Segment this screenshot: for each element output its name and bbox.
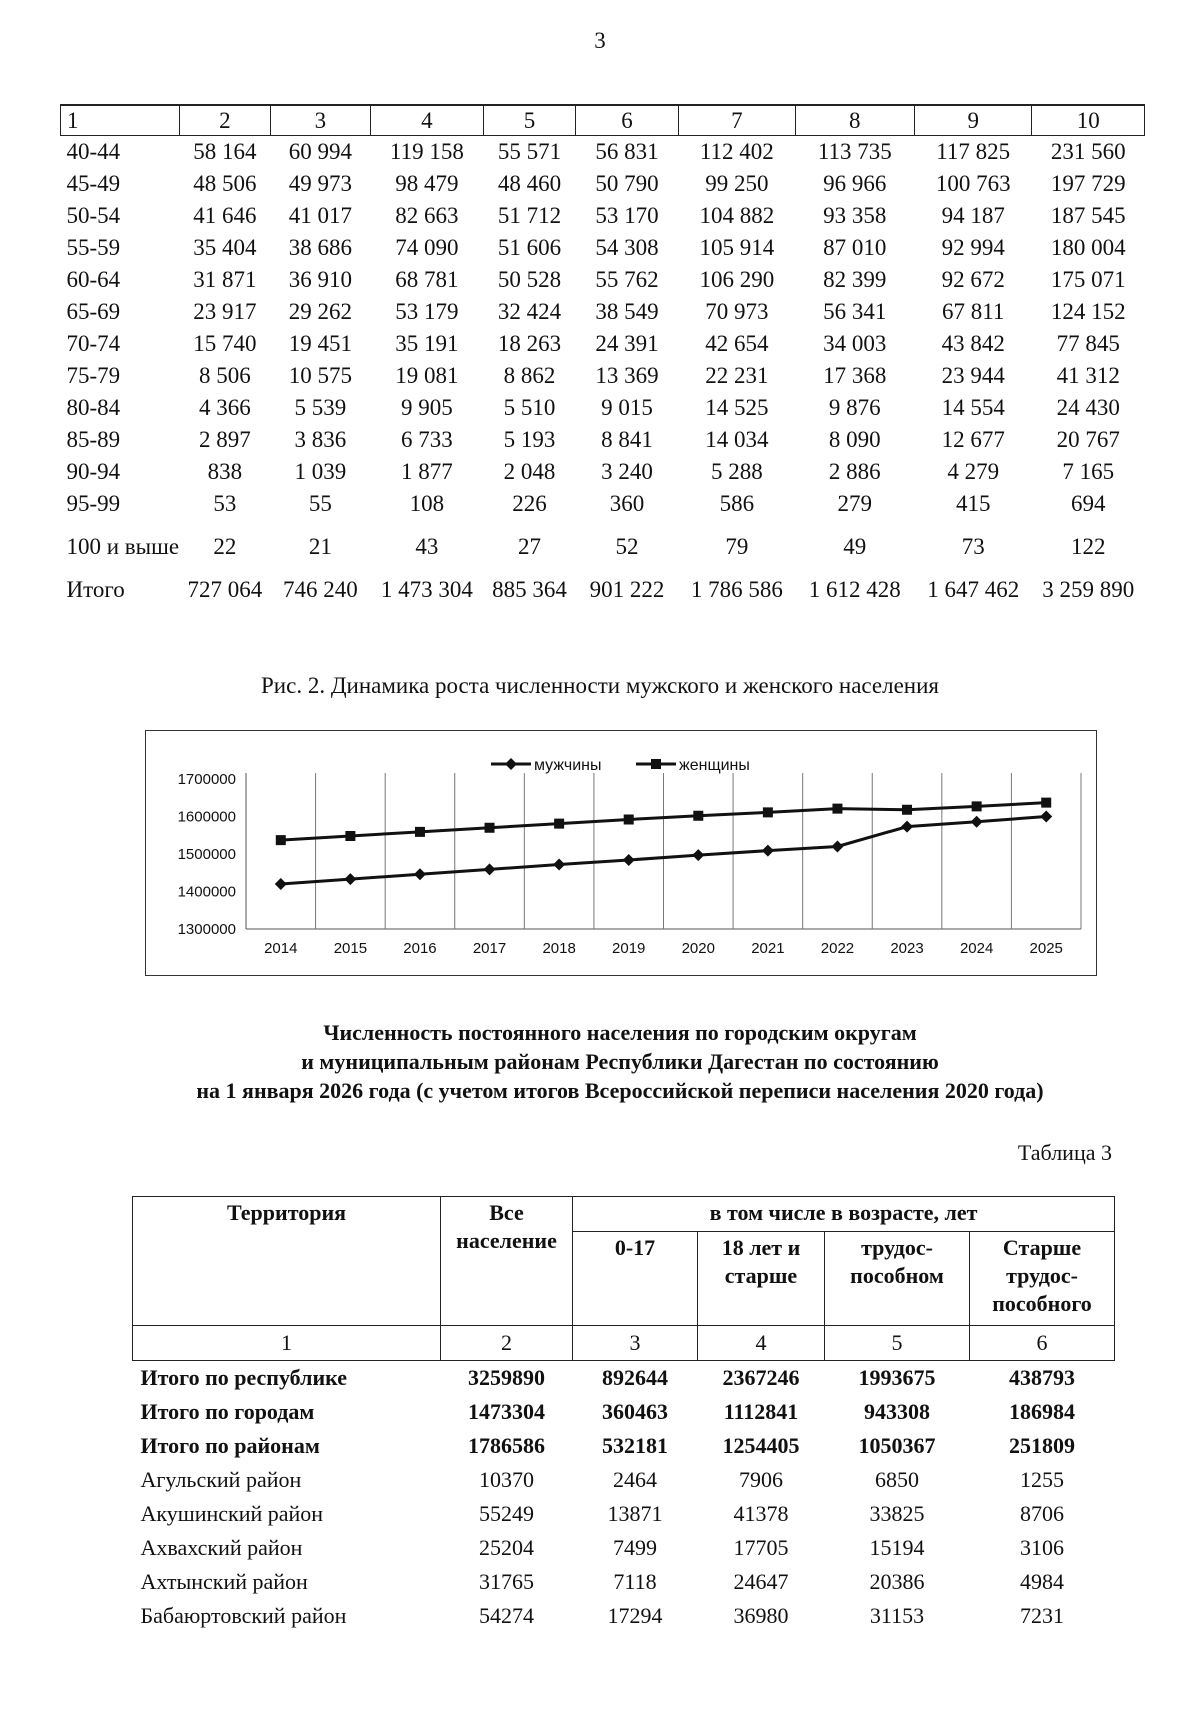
territory-cell: Итого по районам — [140, 1433, 320, 1458]
chart-canvas — [146, 731, 1096, 975]
value-cell: 43 — [415, 534, 439, 559]
value-cell: 52 — [615, 534, 639, 559]
value-cell: 122 — [1070, 534, 1106, 559]
population-line-chart — [145, 730, 1097, 976]
column-number: 2 — [441, 1326, 573, 1361]
value-cell: 9 905 — [401, 395, 453, 420]
district-table-body — [133, 1361, 1115, 1634]
title-line: Численность постоянного населения по городским округам — [323, 1020, 917, 1045]
value-cell: 33825 — [869, 1501, 925, 1526]
value-cell: 17294 — [607, 1603, 663, 1628]
header-0-17: 0-17 — [573, 1232, 698, 1326]
y-tick-label: 1300000 — [177, 921, 236, 938]
value-cell: 15194 — [869, 1535, 925, 1560]
page-number: 3 — [594, 28, 606, 53]
value-cell: 1 647 462 — [927, 577, 1020, 602]
value-cell: 13871 — [607, 1501, 663, 1526]
value-cell: 55 571 — [497, 139, 562, 164]
age-table-col-header: 6 — [575, 105, 678, 136]
value-cell: 24 430 — [1056, 395, 1120, 420]
value-cell: 92 994 — [941, 235, 1005, 260]
value-cell: 279 — [837, 491, 873, 516]
data-point-мужчины — [762, 845, 774, 857]
value-cell: 53 170 — [595, 203, 659, 228]
y-tick-label: 1600000 — [177, 808, 236, 826]
value-cell: 100 763 — [935, 171, 1011, 196]
value-cell: 6850 — [875, 1467, 919, 1492]
value-cell: 18 263 — [497, 331, 562, 356]
age-table-row — [61, 296, 1145, 328]
data-point-женщины — [415, 827, 425, 837]
value-cell: 4984 — [1020, 1569, 1065, 1594]
value-cell: 104 882 — [699, 203, 775, 228]
data-point-женщины — [554, 819, 564, 829]
value-cell: 20 767 — [1056, 427, 1120, 452]
value-cell: 14 525 — [705, 395, 769, 420]
value-cell: 43 842 — [941, 331, 1005, 356]
value-cell: 9 015 — [601, 395, 653, 420]
value-cell: 23 944 — [941, 363, 1005, 388]
value-cell: 694 — [1070, 491, 1106, 516]
value-cell: 1 877 — [401, 459, 453, 484]
data-point-женщины — [763, 807, 773, 817]
value-cell: 41 312 — [1056, 363, 1120, 388]
value-cell: 56 831 — [595, 139, 659, 164]
value-cell: 36980 — [733, 1603, 789, 1628]
value-cell: 9 876 — [828, 395, 881, 420]
value-cell: 50 790 — [595, 171, 659, 196]
age-group-cell: 50-54 — [66, 203, 121, 228]
value-cell: 54274 — [479, 1603, 534, 1628]
value-cell: 49 — [843, 534, 867, 559]
age-table-row — [61, 232, 1145, 264]
data-point-женщины — [624, 815, 634, 825]
data-point-мужчины — [1040, 811, 1052, 823]
value-cell: 87 010 — [823, 235, 887, 260]
value-cell: 8 862 — [503, 363, 556, 388]
age-table-row — [61, 392, 1145, 424]
age-table-row — [61, 328, 1145, 360]
value-cell: 53 — [213, 491, 237, 516]
value-cell: 36 910 — [288, 267, 353, 292]
value-cell: 48 460 — [497, 171, 562, 196]
value-cell: 55249 — [479, 1501, 534, 1526]
value-cell: 3259890 — [468, 1365, 545, 1390]
value-cell: 56 341 — [823, 299, 887, 324]
value-cell: 58 164 — [193, 139, 257, 164]
value-cell: 67 811 — [941, 299, 1005, 324]
age-table-row — [61, 264, 1145, 296]
value-cell: 175 071 — [1050, 267, 1126, 292]
value-cell: 7499 — [613, 1535, 657, 1560]
x-tick-label: 2021 — [751, 940, 785, 957]
value-cell: 3 836 — [294, 427, 347, 452]
district-row — [133, 1531, 1115, 1565]
value-cell: 25204 — [479, 1535, 534, 1560]
age-table-col-header: 8 — [795, 105, 914, 136]
value-cell: 4 366 — [198, 395, 251, 420]
value-cell: 187 545 — [1050, 203, 1126, 228]
value-cell: 82 399 — [823, 267, 887, 292]
value-cell: 53 179 — [395, 299, 459, 324]
value-cell: 1993675 — [858, 1365, 936, 1390]
figure-caption: Рис. 2. Динамика роста численности мужского и женского населения — [261, 673, 939, 698]
value-cell: 74 090 — [395, 235, 459, 260]
column-number: 1 — [133, 1326, 441, 1361]
header-older-than-working: Старше трудос-пособного — [970, 1232, 1115, 1326]
territory-cell: Итого по республике — [140, 1365, 348, 1390]
value-cell: 3 259 890 — [1042, 577, 1135, 602]
age-table-body — [61, 136, 1145, 607]
value-cell: 251809 — [1009, 1433, 1076, 1458]
value-cell: 24647 — [733, 1569, 789, 1594]
territory-cell: Бабаюртовский район — [140, 1603, 347, 1628]
value-cell: 2464 — [613, 1467, 657, 1492]
legend-label: мужчины — [534, 757, 602, 774]
value-cell: 19 451 — [288, 331, 353, 356]
value-cell: 23 917 — [193, 299, 257, 324]
value-cell: 3106 — [1020, 1535, 1065, 1560]
value-cell: 2 897 — [198, 427, 251, 452]
value-cell: 29 262 — [288, 299, 353, 324]
y-tick-label: 1400000 — [177, 883, 236, 901]
value-cell: 231 560 — [1050, 139, 1126, 164]
x-tick-label: 2025 — [1029, 940, 1063, 957]
value-cell: 180 004 — [1050, 235, 1126, 260]
age-table-row — [61, 488, 1145, 520]
legend-marker — [505, 758, 517, 770]
data-point-мужчины — [971, 816, 983, 828]
value-cell: 226 — [512, 491, 547, 516]
territory-cell: Ахтынский район — [140, 1569, 308, 1594]
data-point-мужчины — [553, 859, 565, 871]
x-tick-label: 2017 — [472, 940, 507, 957]
value-cell: 60 994 — [288, 139, 353, 164]
x-tick-label: 2023 — [890, 940, 924, 957]
value-cell: 124 152 — [1050, 299, 1126, 324]
age-group-cell: 100 и выше — [66, 534, 180, 559]
age-group-cell: 60-64 — [66, 267, 121, 292]
value-cell: 119 158 — [389, 139, 464, 164]
age-table-col-header: 5 — [484, 105, 576, 136]
age-table-row — [61, 574, 1145, 606]
value-cell: 3 240 — [601, 459, 653, 484]
age-group-cell: 75-79 — [66, 363, 121, 388]
value-cell: 96 966 — [823, 171, 887, 196]
territory-cell: Агульский район — [140, 1467, 302, 1492]
value-cell: 943308 — [864, 1399, 930, 1424]
value-cell: 438793 — [1009, 1365, 1076, 1390]
header-age-group: в том числе в возрасте, лет — [573, 1197, 1115, 1232]
value-cell: 6 733 — [401, 427, 453, 452]
x-tick-label: 2024 — [959, 940, 994, 957]
column-number: 4 — [698, 1326, 825, 1361]
territory-cell: Итого по городам — [140, 1399, 315, 1424]
value-cell: 10 575 — [288, 363, 353, 388]
value-cell: 8706 — [1020, 1501, 1065, 1526]
value-cell: 885 364 — [492, 577, 567, 602]
value-cell: 98 479 — [395, 171, 459, 196]
value-cell: 1254405 — [722, 1433, 800, 1458]
value-cell: 197 729 — [1050, 171, 1126, 196]
value-cell: 13 369 — [595, 363, 659, 388]
value-cell: 41378 — [733, 1501, 789, 1526]
legend-marker — [651, 759, 661, 769]
column-number: 5 — [825, 1326, 970, 1361]
district-row — [133, 1565, 1115, 1599]
age-table-row — [61, 520, 1145, 574]
value-cell: 38 686 — [288, 235, 353, 260]
value-cell: 70 973 — [705, 299, 769, 324]
column-number: 3 — [573, 1326, 698, 1361]
data-point-мужчины — [901, 821, 913, 833]
value-cell: 14 554 — [941, 395, 1005, 420]
value-cell: 5 193 — [503, 427, 556, 452]
value-cell: 1 612 428 — [808, 577, 901, 602]
age-group-cell: 55-59 — [66, 235, 121, 260]
value-cell: 31765 — [479, 1569, 534, 1594]
age-table-row — [61, 200, 1145, 232]
district-row — [133, 1599, 1115, 1633]
age-population-table — [60, 104, 1145, 606]
age-table-col-header: 10 — [1032, 105, 1145, 136]
value-cell: 42 654 — [705, 331, 769, 356]
value-cell: 8 841 — [601, 427, 653, 452]
value-cell: 32 424 — [497, 299, 562, 324]
title-line: и муниципальным районам Республики Дагестан по состоянию — [301, 1049, 939, 1074]
value-cell: 15 740 — [193, 331, 257, 356]
value-cell: 1 039 — [294, 459, 347, 484]
data-point-женщины — [972, 801, 982, 811]
x-tick-label: 2018 — [542, 940, 576, 957]
header-working-age: трудос-пособном — [825, 1232, 970, 1326]
value-cell: 7231 — [1020, 1603, 1065, 1628]
value-cell: 8 090 — [828, 427, 881, 452]
value-cell: 5 288 — [710, 459, 763, 484]
value-cell: 727 064 — [187, 577, 263, 602]
value-cell: 34 003 — [823, 331, 887, 356]
value-cell: 92 672 — [941, 267, 1005, 292]
value-cell: 113 735 — [817, 139, 892, 164]
value-cell: 54 308 — [595, 235, 659, 260]
value-cell: 73 — [961, 534, 985, 559]
value-cell: 41 646 — [193, 203, 257, 228]
value-cell: 360 — [609, 491, 645, 516]
district-row — [133, 1463, 1115, 1497]
data-point-мужчины — [275, 878, 287, 890]
value-cell: 586 — [719, 491, 755, 516]
value-cell: 532181 — [602, 1433, 668, 1458]
age-table-row — [61, 360, 1145, 392]
value-cell: 4 279 — [947, 459, 1000, 484]
value-cell: 99 250 — [705, 171, 769, 196]
value-cell: 50 528 — [497, 267, 562, 292]
y-tick-label: 1500000 — [177, 846, 236, 863]
value-cell: 14 034 — [705, 427, 769, 452]
total-row — [133, 1361, 1115, 1396]
age-table-row — [61, 136, 1145, 169]
value-cell: 41 017 — [288, 203, 353, 228]
value-cell: 186984 — [1009, 1399, 1076, 1424]
value-cell: 2367246 — [722, 1365, 800, 1390]
value-cell: 1 786 586 — [690, 577, 783, 602]
value-cell: 108 — [409, 491, 445, 516]
age-group-cell: 70-74 — [66, 331, 121, 356]
value-cell: 17705 — [733, 1535, 789, 1560]
header-total: Все население — [441, 1197, 573, 1326]
value-cell: 415 — [955, 491, 991, 516]
age-group-cell: 85-89 — [66, 427, 121, 452]
header-territory: Территория — [133, 1197, 441, 1326]
x-tick-label: 2015 — [333, 940, 368, 957]
value-cell: 112 402 — [699, 139, 774, 164]
value-cell: 20386 — [869, 1569, 925, 1594]
column-number-row — [133, 1326, 1115, 1361]
age-table-col-header: 7 — [679, 105, 795, 136]
total-row — [133, 1429, 1115, 1463]
x-tick-label: 2016 — [403, 940, 437, 957]
value-cell: 2 048 — [503, 459, 556, 484]
value-cell: 1255 — [1020, 1467, 1065, 1492]
age-table-col-header: 1 — [61, 105, 180, 136]
y-tick-label: 1700000 — [177, 771, 236, 788]
age-group-cell: 80-84 — [66, 395, 121, 420]
value-cell: 94 187 — [941, 203, 1005, 228]
value-cell: 117 825 — [936, 139, 1011, 164]
data-point-женщины — [345, 831, 355, 841]
table-title — [0, 1018, 1200, 1105]
legend-label: женщины — [679, 757, 750, 774]
value-cell: 82 663 — [395, 203, 459, 228]
value-cell: 7906 — [739, 1467, 783, 1492]
value-cell: 892644 — [602, 1365, 668, 1390]
value-cell: 10370 — [479, 1467, 534, 1492]
district-row — [133, 1497, 1115, 1531]
value-cell: 68 781 — [395, 267, 459, 292]
data-point-женщины — [902, 805, 912, 815]
table-label: Таблица 3 — [1017, 1140, 1112, 1165]
age-table-row — [61, 424, 1145, 456]
x-tick-label: 2022 — [820, 940, 855, 957]
value-cell: 360463 — [602, 1399, 668, 1424]
data-point-мужчины — [484, 863, 496, 875]
data-point-женщины — [485, 823, 495, 833]
value-cell: 22 — [213, 534, 237, 559]
value-cell: 105 914 — [699, 235, 775, 260]
value-cell: 51 606 — [497, 235, 562, 260]
value-cell: 19 081 — [395, 363, 459, 388]
total-row — [133, 1395, 1115, 1429]
x-tick-label: 2014 — [264, 940, 298, 957]
age-group-cell: 90-94 — [66, 459, 121, 484]
age-table-col-header: 9 — [914, 105, 1031, 136]
value-cell: 79 — [725, 534, 749, 559]
value-cell: 51 712 — [497, 203, 562, 228]
value-cell: 1112841 — [723, 1399, 799, 1424]
value-cell: 31 871 — [193, 267, 257, 292]
value-cell: 31153 — [869, 1603, 925, 1628]
x-tick-label: 2019 — [612, 940, 646, 957]
value-cell: 1786586 — [468, 1433, 545, 1458]
value-cell: 7 165 — [1062, 459, 1115, 484]
age-group-cell: 45-49 — [66, 171, 121, 196]
value-cell: 55 — [308, 491, 332, 516]
x-tick-label: 2020 — [681, 940, 715, 957]
value-cell: 12 677 — [941, 427, 1005, 452]
value-cell: 77 845 — [1056, 331, 1120, 356]
value-cell: 1473304 — [468, 1399, 545, 1424]
column-number: 6 — [970, 1326, 1115, 1361]
territory-cell: Ахвахский район — [140, 1535, 303, 1560]
data-point-женщины — [276, 835, 286, 845]
value-cell: 55 762 — [595, 267, 659, 292]
data-point-мужчины — [692, 849, 704, 861]
value-cell: 49 973 — [288, 171, 353, 196]
data-point-женщины — [693, 811, 703, 821]
value-cell: 5 539 — [294, 395, 347, 420]
value-cell: 17 368 — [823, 363, 887, 388]
value-cell: 8 506 — [198, 363, 251, 388]
value-cell: 746 240 — [283, 577, 358, 602]
data-point-мужчины — [623, 854, 635, 866]
data-point-женщины — [832, 804, 842, 814]
value-cell: 24 391 — [595, 331, 659, 356]
value-cell: 1050367 — [858, 1433, 936, 1458]
value-cell: 38 549 — [595, 299, 659, 324]
value-cell: 21 — [308, 534, 332, 559]
header-18-plus: 18 лет и старше — [698, 1232, 825, 1326]
age-table-col-header: 2 — [179, 105, 271, 136]
territory-cell: Акушинский район — [140, 1501, 324, 1526]
value-cell: 35 404 — [193, 235, 257, 260]
age-group-cell: 65-69 — [66, 299, 121, 324]
value-cell: 5 510 — [503, 395, 556, 420]
age-group-cell: 40-44 — [66, 139, 121, 164]
data-point-женщины — [1041, 798, 1051, 808]
age-table-header-row — [61, 105, 1145, 136]
age-table-col-header: 3 — [271, 105, 370, 136]
value-cell: 27 — [517, 534, 541, 559]
value-cell: 1 473 304 — [380, 577, 473, 602]
data-point-мужчины — [831, 841, 843, 853]
value-cell: 48 506 — [193, 171, 257, 196]
data-point-мужчины — [414, 868, 426, 880]
district-population-table — [132, 1196, 1115, 1633]
age-group-cell: Итого — [66, 577, 125, 602]
value-cell: 838 — [207, 459, 243, 484]
data-point-мужчины — [344, 873, 356, 885]
age-table-row — [61, 456, 1145, 488]
age-table-col-header: 4 — [370, 105, 484, 136]
age-table-row — [61, 168, 1145, 200]
value-cell: 901 222 — [589, 577, 665, 602]
age-group-cell: 95-99 — [66, 491, 121, 516]
value-cell: 7118 — [613, 1569, 657, 1594]
value-cell: 35 191 — [395, 331, 459, 356]
value-cell: 106 290 — [699, 267, 775, 292]
value-cell: 22 231 — [705, 363, 769, 388]
value-cell: 93 358 — [823, 203, 887, 228]
value-cell: 2 886 — [828, 459, 881, 484]
title-line: на 1 января 2026 года (с учетом итогов Всероссийской переписи населения 2020 года) — [196, 1078, 1044, 1103]
